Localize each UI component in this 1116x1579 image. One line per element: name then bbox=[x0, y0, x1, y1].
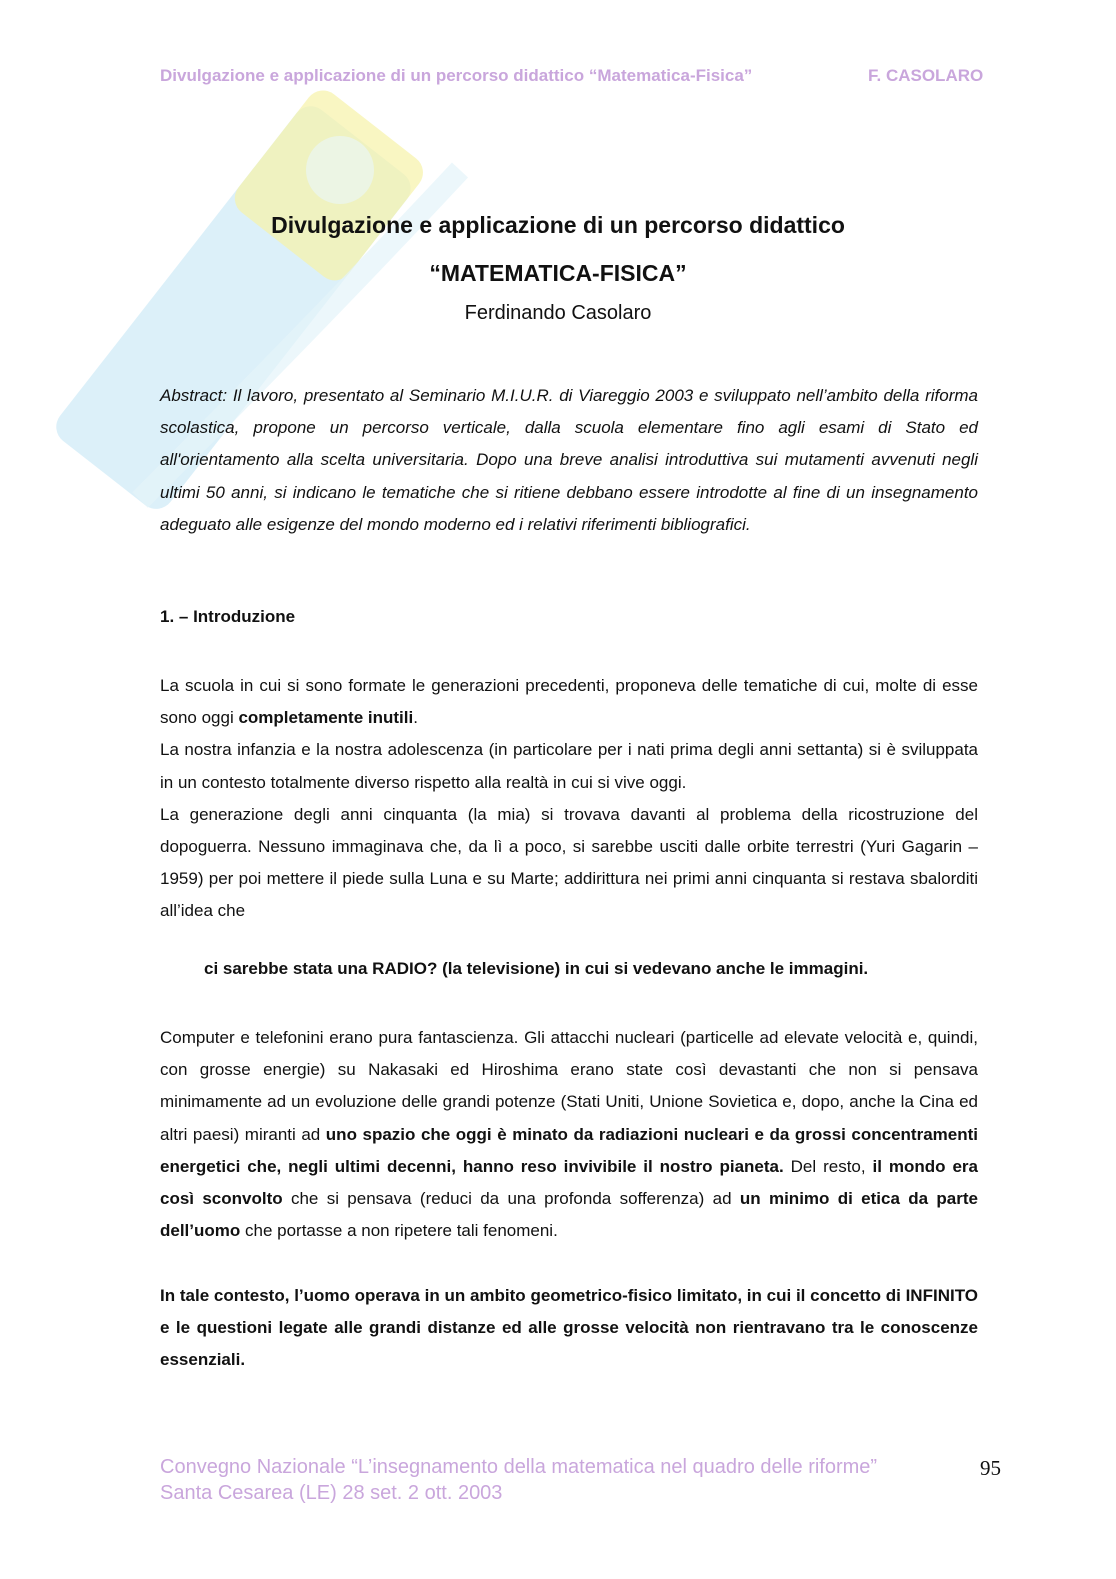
p2-part-g: che portasse a non ripetere tali fenomeni. bbox=[240, 1221, 558, 1241]
p2-part-a: Computer e telefonini erano pura fantascienza. Gli attacchi nucleari (particelle ad elevate velocità e, quindi, con grosse energie) su Nakasaki ed Hiroshima erano state così devastanti che non si pensava minimamente ad un evoluzione delle grandi potenze (Stati Uniti, Unione Sovietica e, dopo, anche la Cina ed altri paesi) miranti ad bbox=[160, 1028, 978, 1144]
running-header-author: F. CASOLARO bbox=[868, 66, 984, 85]
p1-sentence-2: La nostra infanzia e la nostra adolescenza (in particolare per i nati prima degli anni settanta) si è sviluppata in un contesto totalmente diverso rispetto alla realtà in cui si vive oggi. bbox=[160, 740, 978, 792]
p2-emphasis-2: il mondo era così sconvolto bbox=[160, 1156, 978, 1209]
p1-sentence-1-end: . bbox=[413, 708, 418, 728]
page-number: 95 bbox=[980, 1456, 1001, 1480]
p2-emphasis-3: un minimo di etica da parte dell’uomo bbox=[160, 1189, 978, 1241]
p1-emphasis: completamente inutili bbox=[238, 708, 414, 728]
paragraph-nuclear bbox=[160, 1022, 978, 1247]
p2-part-c: Del resto, bbox=[783, 1156, 873, 1176]
p2-emphasis-1: uno spazio che oggi è minato da radiazioni nucleari e da grossi concentramenti energetici che, negli ultimi decenni, hanno reso invivibile il nostro pianeta. bbox=[160, 1124, 978, 1176]
running-header-title: Divulgazione e applicazione di un percorso didattico “Matematica-Fisica” bbox=[160, 66, 753, 85]
paper-title-line-2: “MATEMATICA-FISICA” bbox=[429, 260, 687, 286]
paragraph-infinity: In tale contesto, l’uomo operava in un ambito geometrico-fisico limitato, in cui il concetto di INFINITO e le questioni legate alle grandi distanze ed alle grosse velocità non rientravano tra le conoscenze essenziali. bbox=[160, 1286, 978, 1370]
p1-sentence-1: La scuola in cui si sono formate le generazioni precedenti, proponeva delle tematiche di cui, molte di esse sono oggi bbox=[160, 676, 978, 728]
footer-conference: Convegno Nazionale “L’insegnamento della matematica nel quadro delle riforme” bbox=[160, 1456, 878, 1478]
p1-sentence-3: La generazione degli anni cinquanta (la mia) si trovava davanti al problema della ricostruzione del dopoguerra. Nessuno immaginava che, da lì a poco, si sarebbe usciti dalle orbite terrestri (Yuri Gagarin – 1959) per poi mettere il piede sulla Luna e su Marte; addirittura nei primi anni cinquanta si restava sbalorditi all’idea che bbox=[160, 804, 978, 921]
highlighted-quote: ci sarebbe stata una RADIO? (la televisione) in cui si vedevano anche le immagini. bbox=[204, 959, 869, 978]
paper-title-line-1: Divulgazione e applicazione di un percorso didattico bbox=[271, 212, 845, 238]
section-heading: 1. – Introduzione bbox=[160, 607, 296, 626]
abstract: Abstract: Il lavoro, presentato al Seminario M.I.U.R. di Viareggio 2003 e sviluppato nell’ambito della riforma scolastica, propone un percorso verticale, dalla scuola elementare fino agli esami di Stato ed all'orientamento alla scelta universitaria. Dopo una breve analisi introduttiva sui mutamenti avvenuti negli ultimi 50 anni, si indicano le tematiche che si ritiene debbano essere introdotte al fine di un insegnamento adeguato alle esigenze del mondo moderno ed i relativi riferimenti bibliografici. bbox=[160, 386, 978, 534]
paper-author: Ferdinando Casolaro bbox=[464, 302, 652, 324]
footer-location: Santa Cesarea (LE) 28 set. 2 ott. 2003 bbox=[160, 1482, 503, 1504]
p2-part-e: che si pensava (reduci da una profonda sofferenza) ad bbox=[282, 1189, 740, 1209]
paragraph-intro bbox=[160, 670, 978, 928]
